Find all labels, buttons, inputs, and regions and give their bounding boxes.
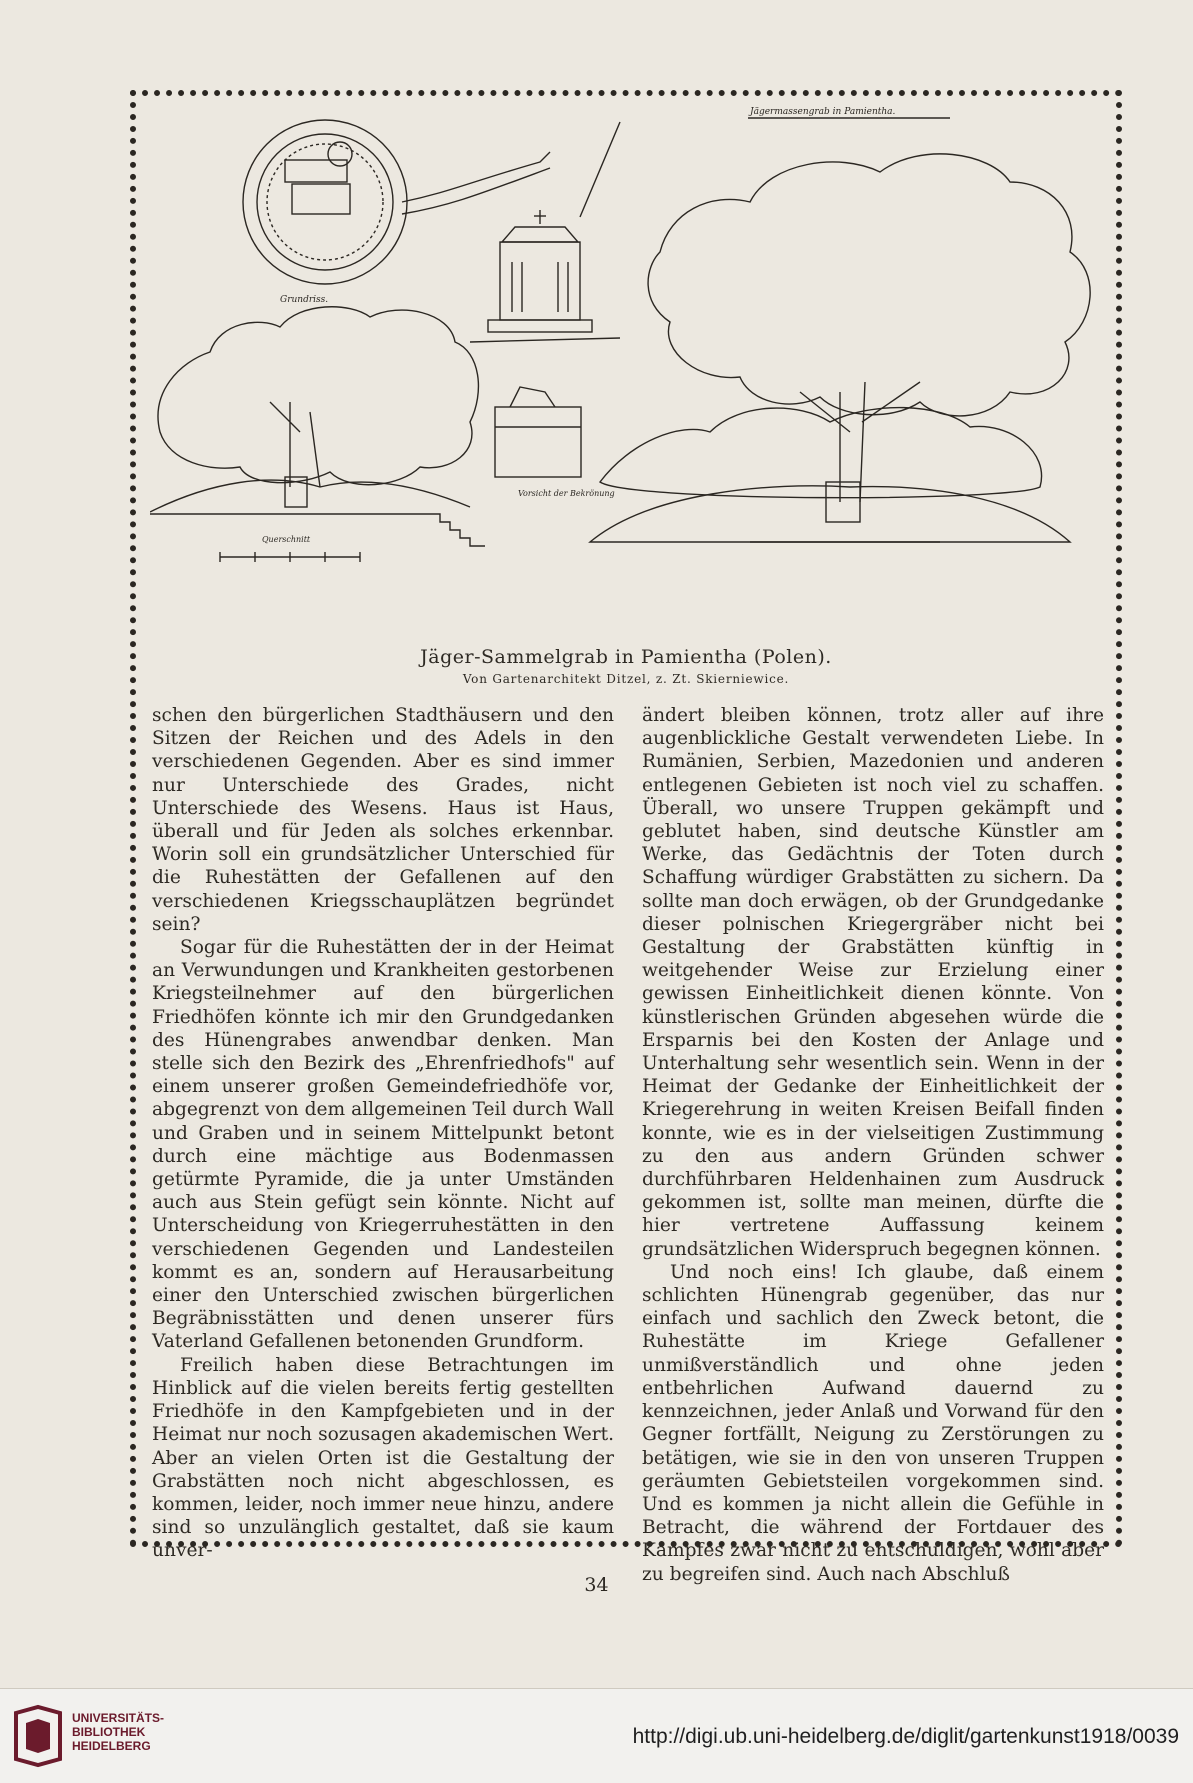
monument-drawing	[470, 210, 620, 477]
library-logo-icon	[10, 1703, 66, 1769]
paragraph: Und noch eins! Ich glaube, daß einem schlichten Hünengrab gegenüber, das nur einfach und sachlich den Zweck betont, die Ruhestätte im Kriege Gefallener unmißverständlich und ohne jeden entbehrlichen Aufwand dauernd zu kennzeichnen, jeder Anlaß und Vorwand für den Gegner fortfällt, Neigung zu Zerstörungen zu betätigen, wie sie in den von unseren Truppen geräumten Gebietsteilen vorgekommen sind. Und es kommen ja nicht allein die Gefühle in Betracht, die während der Fortdauer des Kampfes zwar nicht zu entschuldigen, wohl aber zu begreifen sind. Auch nach Abschluß	[642, 1261, 1104, 1585]
grave-illustration	[150, 102, 1102, 642]
groundplan-drawing	[243, 120, 620, 284]
paragraph: Sogar für die Ruhestätten der in der Heimat an Verwundungen und Krankheiten gestorbenen Kriegsteilnehmer auf den bürgerlichen Friedhöfen könnte ich mir den Grundgedanken des Hünengrabes anwendbar denken. Man stelle sich den Bezirk des „Ehrenfriedhofs" auf einem unserer großen Gemeindefriedhöfe vor, abgegrenzt von dem allgemeinen Teil durch Wall und Graben und in seinem Mittelpunkt betont durch eine mächtige aus Bodenmassen getürmte Pyramide, die ja unter Umständen auch aus Stein gefügt sein könnte. Nicht auf Unterscheidung von Kriegerruhestätten in den verschiedenen Gegenden und Landesteilen kommt es an, sondern auf Herausarbeitung einer den Unterschied zwischen bürgerlichen Begräbnisstätten und denen unserer fürs Vaterland Gefallenen betonenden Grundform.	[152, 937, 614, 1353]
library-name: UNIVERSITÄTS- BIBLIOTHEK HEIDELBERG	[72, 1711, 165, 1753]
paragraph: Freilich haben diese Betrachtungen im Hinblick auf die vielen bereits fertig gestellten Friedhöfe in den Kampfgebieten und in der Heimat nur noch sozusagen akademischen Wert. Aber an vielen Orten ist die Gestaltung der Grabstätten noch nicht abgeschlossen, es kommen, leider, noch immer neue hinzu, andere sind so unzulänglich gestaltet, daß sie kaum unver-	[152, 1354, 614, 1562]
paragraph: ändert bleiben können, trotz aller auf ihre augenblickliche Gestalt verwendeten Liebe. In Rumänien, Serbien, Mazedonien und anderen entlegenen Gebieten ist noch viel zu schaffen. Überall, wo unsere Truppen gekämpft und geblutet haben, sind deutsche Künstler am Werke, das Gedächtnis der Toten durch Schaffung würdiger Grabstätten zu sichern. Da sollte man doch erwägen, ob der Grundgedanke dieser polnischen Kriegergräber nicht bei Gestaltung der Grabstätten künftig in weitgehender Weise zur Erzielung einer gewissen Einheitlichkeit dienen könnte. Von künstlerischen Gründen abgesehen würde die Ersparnis bei den Kosten der Anlage und Unterhaltung sehr wesentlich sein. Wenn in der Heimat der Gedanke der Einheitlichkeit der Kriegerehrung in weiten Kreisen Beifall finden konnte, wie es in der vielseitigen Zustimmung zu den aus andern Gründen schwer durchführbaren Heldenhainen zum Ausdruck gekommen ist, sollte man meinen, dürfte die hier vertretene Auffassung keinem grundsätzlichen Widerspruch begegnen können.	[642, 705, 1104, 1260]
source-url[interactable]: http://digi.ub.uni-heidelberg.de/diglit/gartenkunst1918/0039	[632, 1725, 1179, 1748]
digitization-footer	[0, 1688, 1193, 1783]
page-number: 34	[584, 1574, 609, 1596]
illustration-title-label: Jägermassengrab in Pamientha.	[750, 107, 896, 117]
right-column	[642, 704, 1104, 1586]
figure-caption: Jäger-Sammelgrab in Pamientha (Polen).	[420, 646, 832, 668]
groundplan-label: Grundriss.	[280, 295, 329, 305]
left-column	[152, 704, 614, 1563]
right-tree-drawing	[590, 154, 1090, 542]
left-tree-drawing	[150, 307, 485, 562]
paragraph: schen den bürgerlichen Stadthäusern und den Sitzen der Reichen und des Adels in den verschiedenen Gegenden. Aber es sind immer nur Unterschiede des Grades, nicht Unterschiede des Wesens. Haus ist Haus, überall und für Jeden als solches erkennbar. Worin soll ein grundsätzlicher Unterschied für die Ruhestätten der Gefallenen auf den verschiedenen Kriegsschauplätzen begründet sein?	[152, 705, 614, 935]
figure-credit: Von Gartenarchitekt Ditzel, z. Zt. Skierniewice.	[462, 672, 790, 686]
view-label: Vorsicht der Bekrönung	[518, 489, 615, 498]
section-label: Querschnitt	[262, 535, 311, 544]
